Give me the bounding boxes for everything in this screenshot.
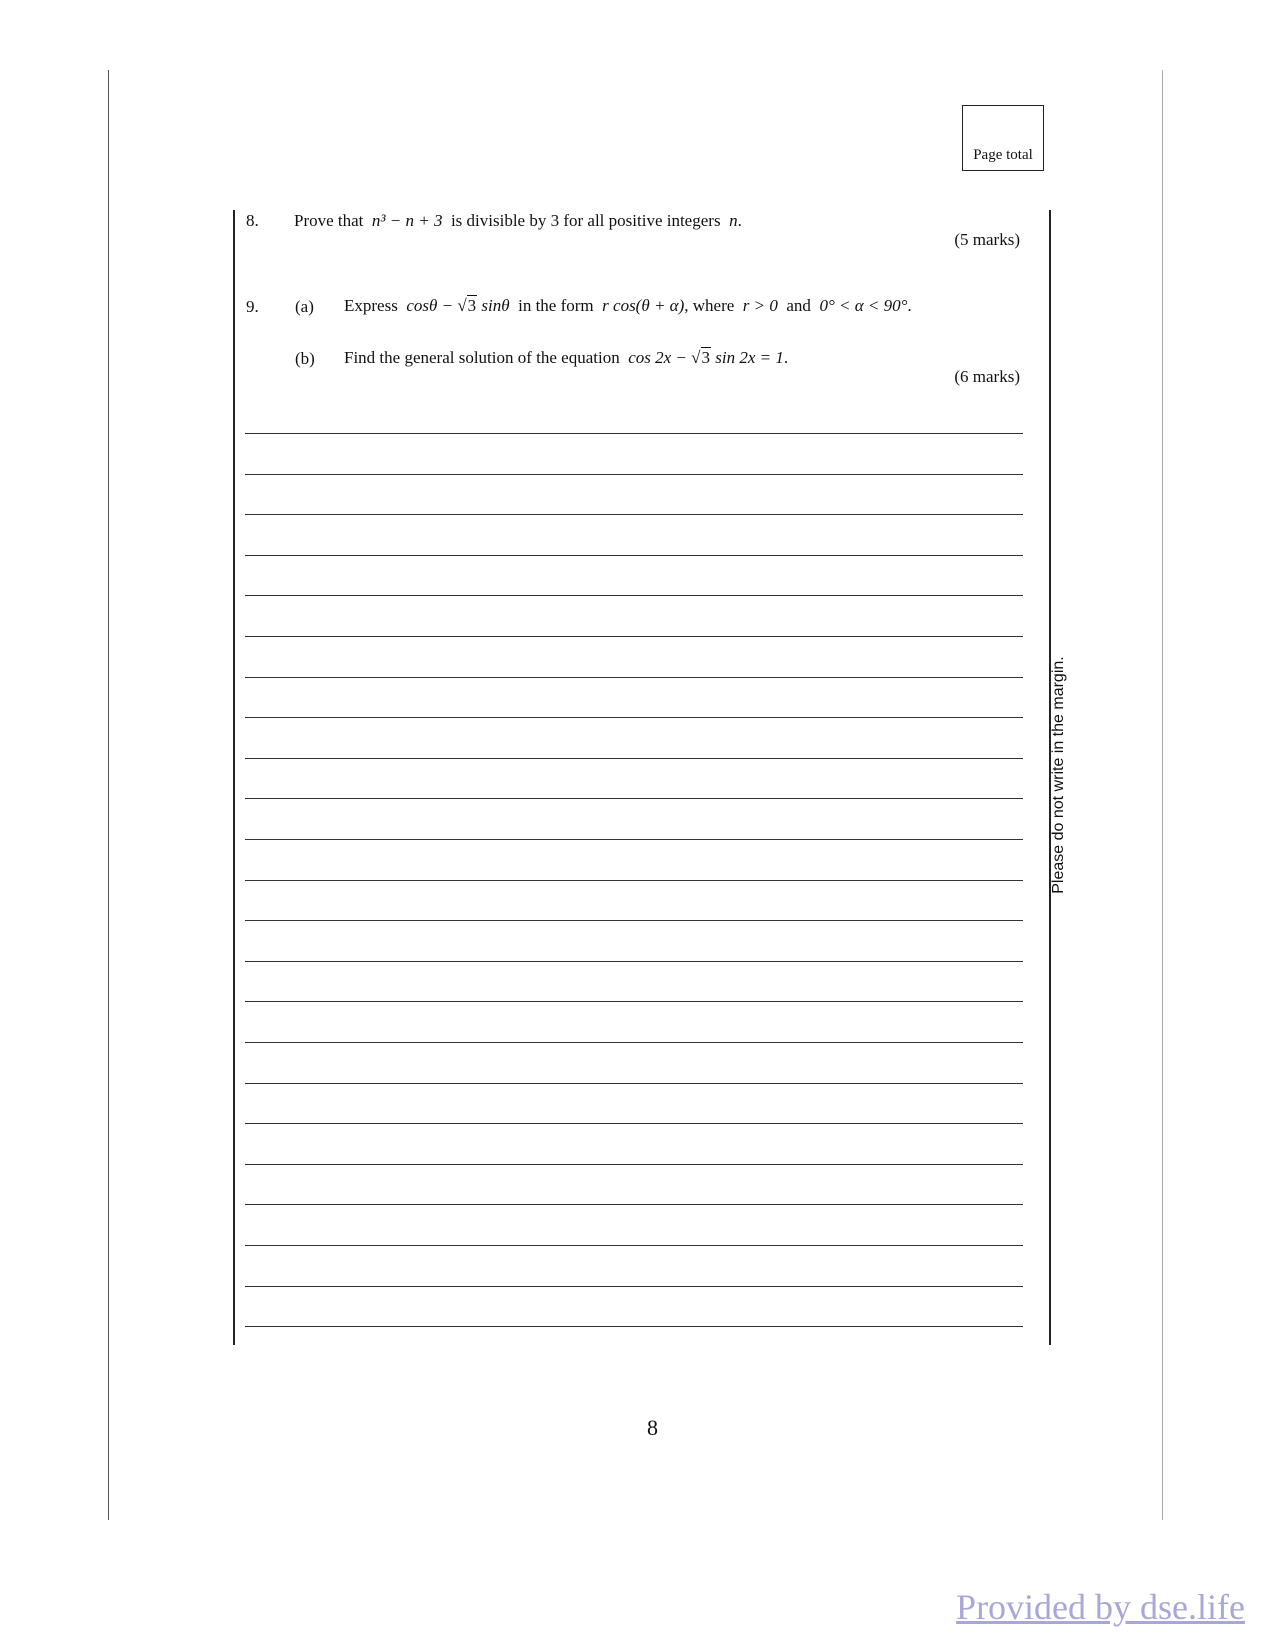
answer-line — [245, 1326, 1023, 1327]
answer-line — [245, 1083, 1023, 1084]
answer-line — [245, 920, 1023, 921]
answer-frame-left — [233, 210, 235, 1345]
q9a-sqrt-value: 3 — [467, 296, 477, 315]
sqrt-symbol: √ — [691, 348, 701, 367]
q9a-end: . — [907, 296, 912, 315]
answer-line — [245, 677, 1023, 678]
answer-line — [245, 880, 1023, 881]
q9a-form: r cos(θ + α) — [602, 296, 685, 315]
answer-line — [245, 636, 1023, 637]
answer-line — [245, 474, 1023, 475]
answer-line — [245, 1204, 1023, 1205]
q9b-label: (b) — [295, 349, 315, 368]
q9a-and: and — [786, 296, 811, 315]
q9a-label: (a) — [295, 297, 314, 316]
q9a-inform: in the form — [518, 296, 594, 315]
q8-marks: (5 marks) — [954, 230, 1020, 249]
q9a-expr-right: sinθ — [477, 296, 510, 315]
q9a-cond2: 0° < α < 90° — [819, 296, 908, 315]
page-total-label: Page total — [973, 147, 1033, 163]
answer-line — [245, 433, 1023, 434]
provided-by-link[interactable]: Provided by dse.life — [956, 1587, 1245, 1627]
answer-line — [245, 1001, 1023, 1002]
answer-line — [245, 1245, 1023, 1246]
q8-variable: n — [729, 211, 738, 230]
q9a-express: Express — [344, 296, 398, 315]
answer-line — [245, 839, 1023, 840]
q9-marks: (6 marks) — [954, 367, 1020, 386]
q9a-text — [344, 296, 912, 316]
answer-line — [245, 961, 1023, 962]
q9a-expr-left: cosθ − — [406, 296, 458, 315]
q9b-sqrt-value: 3 — [701, 348, 710, 367]
q9-number: 9. — [246, 297, 259, 316]
q9a-cond1: r > 0 — [742, 296, 778, 315]
answer-line — [245, 595, 1023, 596]
answer-line — [245, 1042, 1023, 1043]
right-margin-line — [1162, 70, 1163, 1520]
q9b-text — [344, 348, 788, 368]
sqrt-symbol: √ — [457, 296, 467, 315]
q9b-expr-right: sin 2x = 1 — [711, 348, 784, 367]
q8-number: 8. — [246, 211, 259, 230]
left-margin-line — [108, 70, 109, 1520]
answer-line — [245, 798, 1023, 799]
q8-text — [294, 211, 742, 231]
page-number: 8 — [647, 1415, 658, 1440]
page-total-box — [962, 105, 1044, 171]
answer-line — [245, 1286, 1023, 1287]
answer-line — [245, 555, 1023, 556]
q9b-expr-left: cos 2x − — [628, 348, 692, 367]
answer-line — [245, 1123, 1023, 1124]
margin-warning: Please do not write in the margin. — [1050, 656, 1067, 894]
q8-expression: n³ − n + 3 — [371, 211, 443, 230]
q9b-end: . — [783, 348, 789, 367]
answer-line — [245, 514, 1023, 515]
answer-line — [245, 1164, 1023, 1165]
q8-text-before: Prove that — [294, 211, 364, 230]
q9b-text-main: Find the general solution of the equation — [344, 348, 620, 367]
answer-line — [245, 758, 1023, 759]
q8-end: . — [737, 211, 742, 230]
answer-line — [245, 717, 1023, 718]
q9a-where: , where — [684, 296, 735, 315]
q8-text-after: is divisible by 3 for all positive integers — [450, 211, 721, 230]
